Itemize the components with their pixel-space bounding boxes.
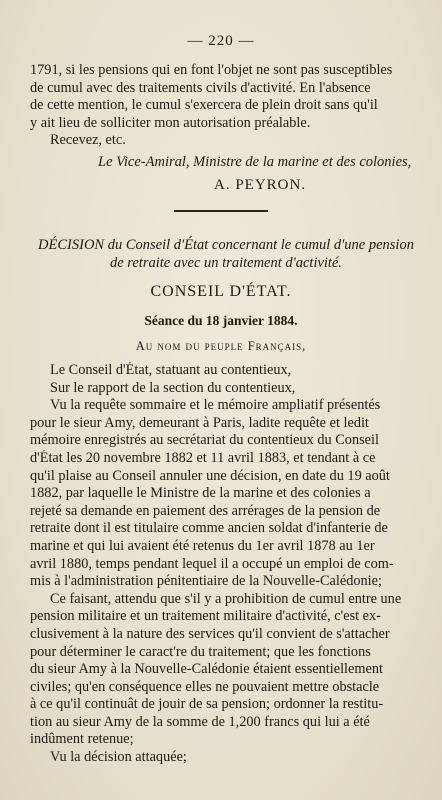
session-date: Séance du 18 janvier 1884. — [144, 313, 298, 328]
signature-title: Le Vice-Amiral, Ministre de la marine et des colonies, — [98, 154, 412, 170]
text-line: qu'il plaise au Conseil annuler une décision, en date du 19 août — [30, 467, 390, 484]
text-line: tion au sieur Amy de la somme de 1,200 francs qui lui a été — [30, 713, 370, 730]
text-line: Sur le rapport de la section du contentieux, — [50, 379, 296, 396]
text-line: Ce faisant, attendu que s'il y a prohibition de cumul entre une — [50, 590, 402, 607]
text-line: de cette mention, le cumul s'exercera de plein droit sans qu'il — [30, 97, 378, 114]
text-line: Le Conseil d'État, statuant au contentieux, — [50, 362, 292, 378]
text-line: rejeté sa demande en paiement des arrérages de la pension de — [30, 502, 381, 519]
text-line: marine et qui lui avaient été retenus du 1er avril 1878 au 1er — [30, 537, 375, 554]
au-nom-line: Au nom du peuple Français, — [135, 339, 307, 353]
text-line: indûment retenue; — [30, 731, 134, 748]
text-line: de cumul avec des traitements civils d'activité. En l'absence — [30, 79, 371, 96]
decision-heading — [30, 236, 422, 272]
text-line: pension militaire et un traitement militaire d'activité, c'est ex- — [30, 608, 381, 625]
decision-body — [30, 362, 422, 767]
text-line: du sieur Amy à la Nouvelle-Calédonie étaient essentiellement — [30, 661, 383, 678]
page-number: — 220 — — [187, 33, 255, 49]
text-line: avril 1880, temps pendant lequel il a occupé un emploi de com- — [30, 555, 394, 572]
text-line: clusivement à la nature des services qu'il convient de s'attacher — [30, 625, 390, 642]
text-line: mis à l'administration pénitentiaire de la Nouvelle-Calédonie; — [30, 573, 382, 590]
text-line: 1791, si les pensions qui en font l'objet ne sont pas susceptibles — [30, 62, 393, 78]
decision-heading-line: DÉCISION du Conseil d'État concernant le cumul d'une pension — [38, 237, 414, 253]
text-line: retraite dont il est titulaire comme ancien soldat d'infanterie de — [30, 520, 388, 537]
text-line: à ce qu'il continuât de jouir de sa pension; ordonner la restitu- — [30, 696, 384, 713]
top-paragraph — [30, 62, 422, 150]
closing-line: Recevez, etc. — [50, 132, 126, 149]
text-line: Vu la décision attaquée; — [50, 749, 187, 766]
decision-heading-line: de retraite avec un traitement d'activité. — [109, 255, 343, 271]
text-line: 1882, par laquelle le Ministre de la marine et des colonies a — [30, 485, 371, 502]
text-line: mémoire enregistrés au secrétariat du contentieux du Conseil — [30, 432, 379, 449]
signature-name: A. PEYRON. — [214, 177, 307, 193]
text-line: pour le sieur Amy, demeurant à Paris, ladite requête et ledit — [30, 414, 369, 431]
text-line: d'État les 20 novembre 1882 et 11 avril 1883, et tendant à ce — [30, 449, 376, 466]
council-title: CONSEIL D'ÉTAT. — [150, 283, 292, 300]
text-line: civiles; qu'en conséquence elles ne pouvaient mettre obstacle — [30, 678, 380, 695]
section-divider — [174, 210, 268, 212]
text-line: pour déterminer le caract're du traitement; que les fonctions — [30, 643, 371, 660]
text-line: Vu la requête sommaire et le mémoire ampliatif présentés — [50, 397, 381, 414]
text-line: y ait lieu de solliciter mon autorisation préalable. — [30, 114, 311, 131]
